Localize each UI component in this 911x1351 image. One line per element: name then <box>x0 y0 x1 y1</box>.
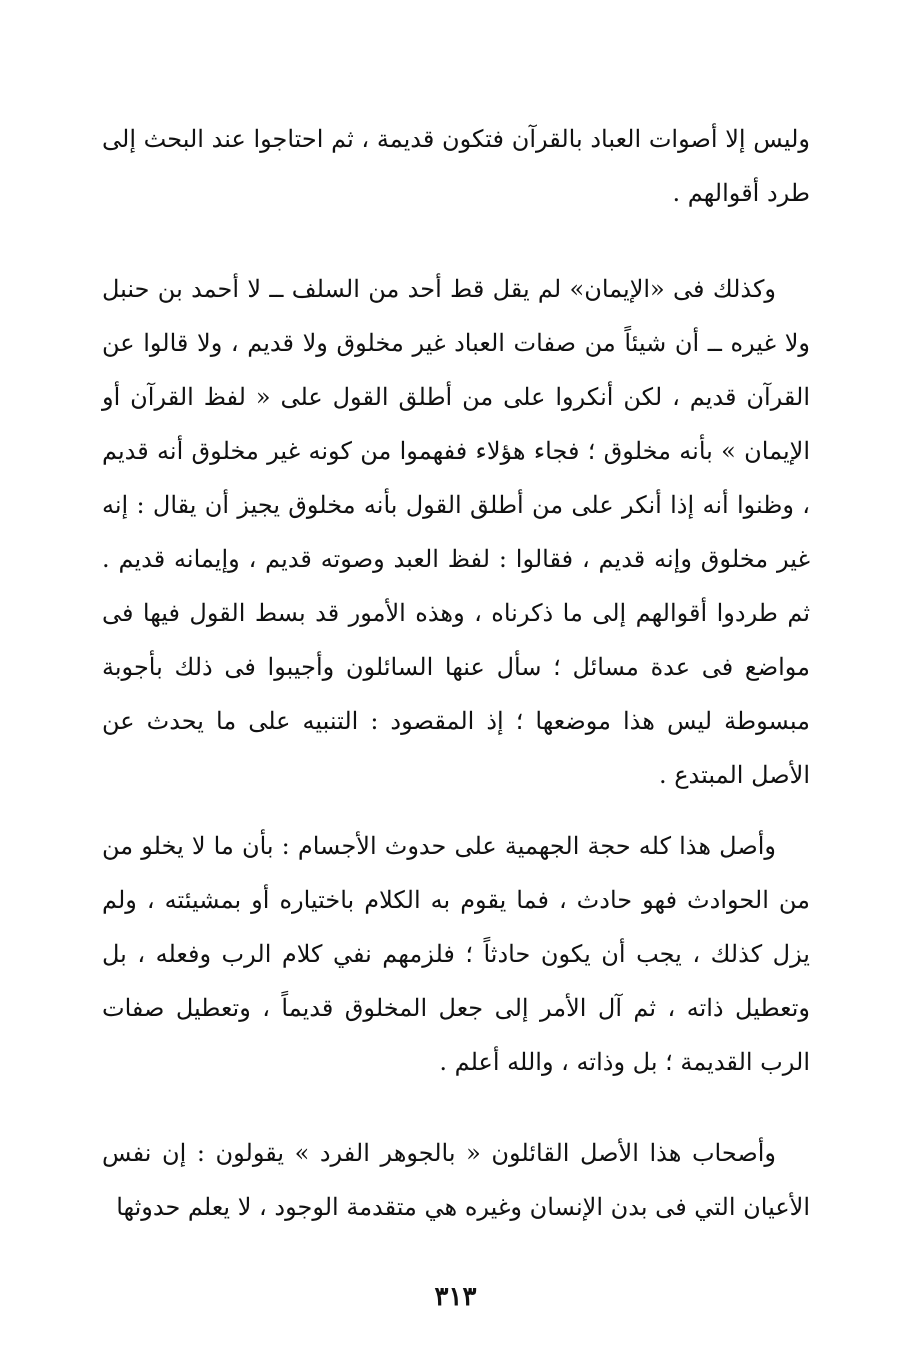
body-text-block-3 <box>102 819 810 1089</box>
body-text-block-1 <box>102 112 810 220</box>
paragraph-2: وكذلك فى «الإيمان» لم يقل قط أحد من السلف ــ لا أحمد بن حنبل ولا غيره ــ أن شيئاً من صفات العباد غير مخلوق ولا قديم ، ولا قالوا عن القرآن قديم ، لكن أنكروا على من أطلق القول على « لفظ القرآن أو الإيمان » بأنه مخلوق ؛ فجاء هؤلاء ففهموا من كونه غير مخلوق أنه قديم ، وظنوا أنه إذا أنكر على من أطلق القول بأنه مخلوق يجيز أن يقال : إنه غير مخلوق وإنه قديم ، فقالوا : لفظ العبد وصوته قديم ، وإيمانه قديم . ثم طردوا أقوالهم إلى ما ذكرناه ، وهذه الأمور قد بسط القول فيها فى مواضع فى عدة مسائل ؛ سأل عنها السائلون وأجيبوا فى ذلك بأجوبة مبسوطة ليس هذا موضعها ؛ إذ المقصود : التنبيه على ما يحدث عن الأصل المبتدع . <box>102 275 811 789</box>
body-text-block-2 <box>102 262 810 802</box>
page-number: ٣١٣ <box>434 1282 477 1312</box>
paragraph-3: وأصل هذا كله حجة الجهمية على حدوث الأجسام : بأن ما لا يخلو من من الحوادث فهو حادث ، فما يقوم به الكلام باختياره أو بمشيئته ، ولم يزل كذلك ، يجب أن يكون حادثاً ؛ فلزمهم نفي كلام الرب وفعله ، بل وتعطيل ذاته ، ثم آل الأمر إلى جعل المخلوق قديماً ، وتعطيل صفات الرب القديمة ؛ بل وذاته ، والله أعلم . <box>102 832 810 1076</box>
paragraph-1: وليس إلا أصوات العباد بالقرآن فتكون قديمة ، ثم احتاجوا عند البحث إلى طرد أقوالهم . <box>102 125 810 207</box>
body-text-block-4 <box>102 1126 810 1234</box>
paragraph-4: وأصحاب هذا الأصل القائلون « بالجوهر الفرد » يقولون : إن نفس الأعيان التي فى بدن الإنسان وغيره هي متقدمة الوجود ، لا يعلم حدوثها <box>102 1139 810 1221</box>
